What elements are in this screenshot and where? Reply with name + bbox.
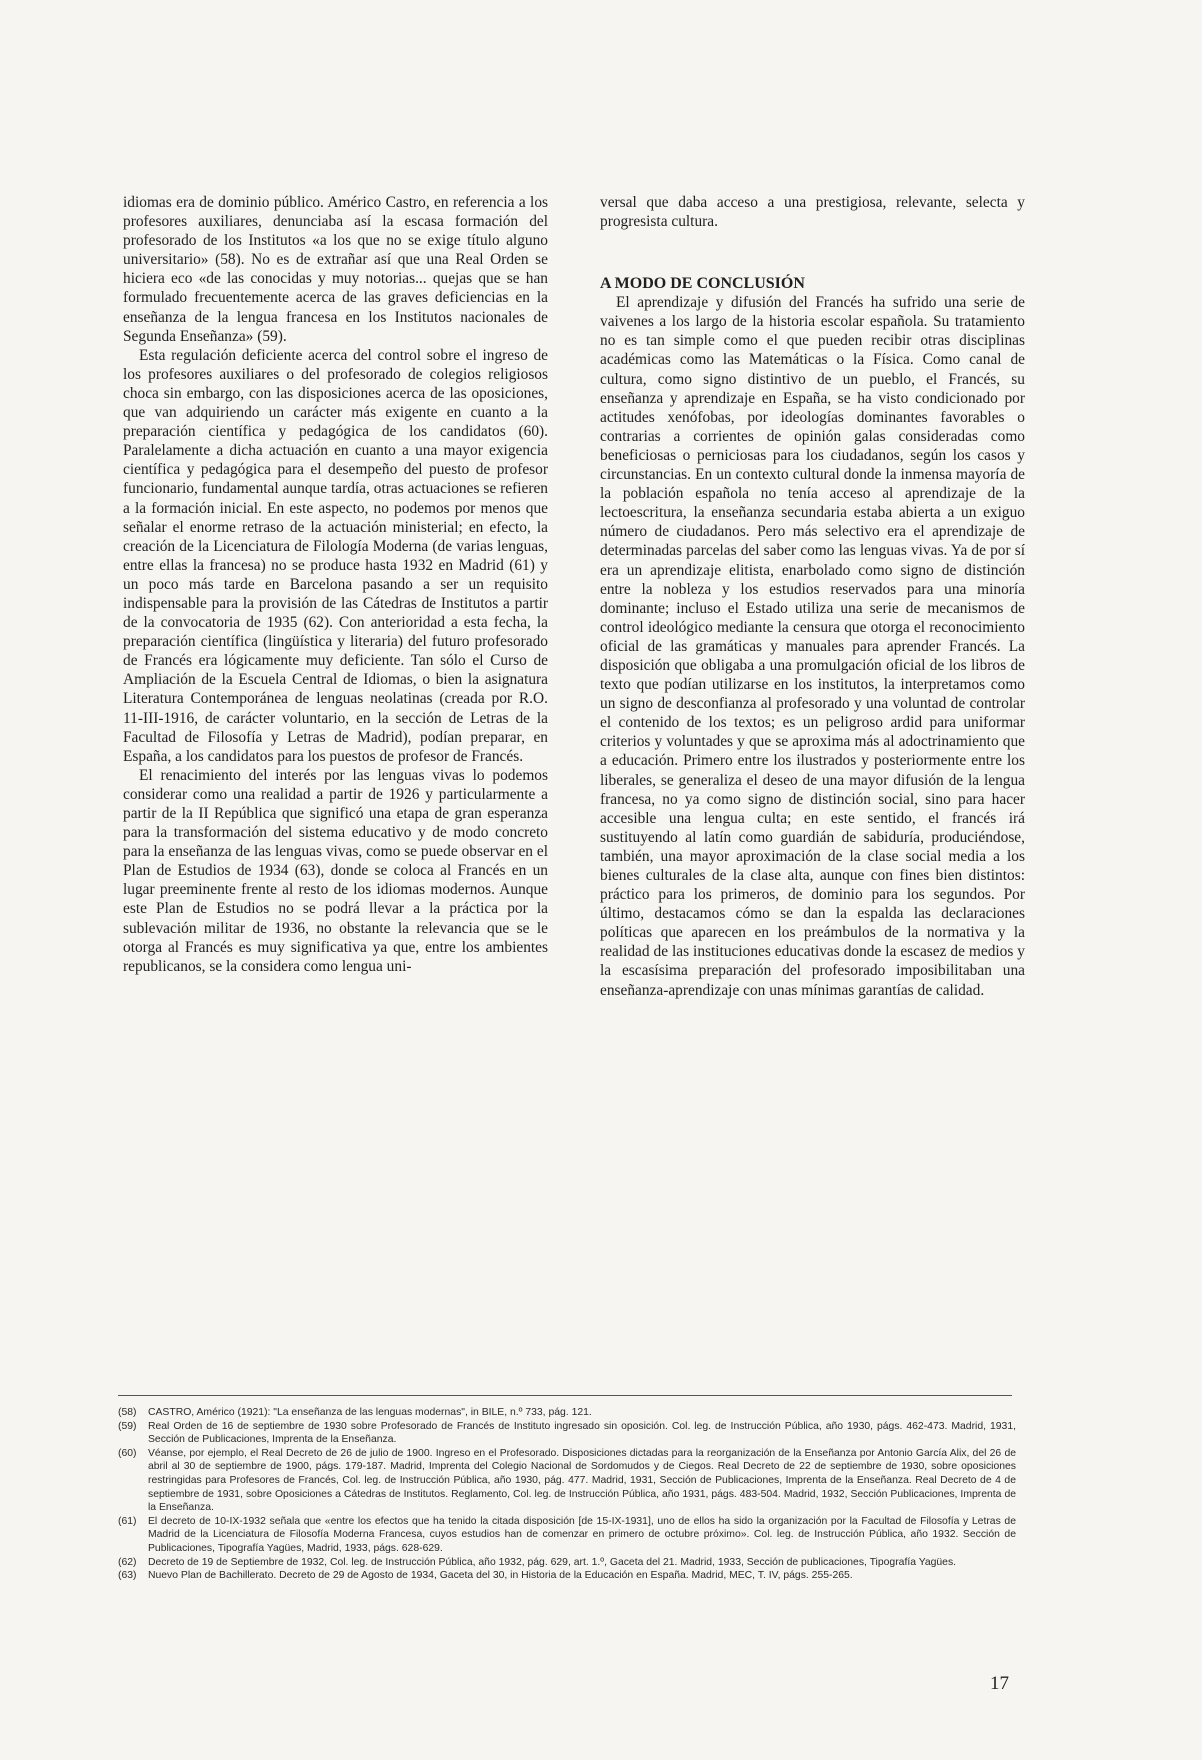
footnote	[118, 1406, 1016, 1420]
footnote-text: Real Orden de 16 de septiembre de 1930 sobre Profesorado de Francés de Instituto ingresado sin oposición. Col. leg. de Instrucción Pública, año 1930, págs. 462-473. Madrid, 1931, Sección de Publicaciones, Imprenta de la Enseñanza.	[148, 1420, 1016, 1446]
footnote-text: Véanse, por ejemplo, el Real Decreto de 26 de julio de 1900. Ingreso en el Profesorado. Disposiciones dictadas para la reorganización de la Enseñanza por Antonio García Alix, del 26 de abril al 30 de septiembre de 1900, págs. 179-187. Madrid, Imprenta del Colegio Nacional de Sordomudos y de Ciegos. Real Decreto de 22 de septiembre de 1930, sobre oposiciones restringidas para Profesores de Francés, Col. leg. de Instrucción Pública, año 1930, pág. 477. Madrid, 1931, Sección de Publicaciones, Imprenta de la Enseñanza. Real Decreto de 4 de septiembre de 1931, sobre Oposiciones a Cátedras de Institutos. Reglamento, Col. leg. de Instrucción Pública, año 1931, págs. 483-504. Madrid, 1932, Sección Publicaciones, Imprenta de la Enseñanza.	[148, 1447, 1016, 1514]
paragraph-continuation: versal que daba acceso a una prestigiosa, relevante, selecta y progresista cultura.	[600, 194, 1025, 231]
footnote-number: (61)	[118, 1515, 137, 1527]
footnote	[118, 1447, 1016, 1515]
left-column	[123, 193, 548, 976]
right-column	[600, 193, 1025, 1000]
page-number: 17	[990, 1673, 1009, 1694]
paragraph: idiomas era de dominio público. Américo Castro, en referencia a los profesores auxiliares, denunciaba así la escasa formación del profesorado de los Institutos «a los que no se exige título alguno universitario» (58). No es de extrañar así que una Real Orden se hiciera eco «de las conocidas y muy notorias... quejas que se han formulado frecuentemente acerca de las graves deficiencias en la enseñanza de la lengua francesa en los Institutos nacionales de Segunda Enseñanza» (59).	[123, 194, 548, 345]
footnote-number: (60)	[118, 1447, 137, 1459]
footnote-text: Nuevo Plan de Bachillerato. Decreto de 29 de Agosto de 1934, Gaceta del 30, in Historia de la Educación en España. Madrid, MEC, T. IV, págs. 255-265.	[148, 1570, 853, 1582]
paragraph: Esta regulación deficiente acerca del control sobre el ingreso de los profesores auxiliares o del profesorado de colegios religiosos choca sin embargo, con las disposiciones acerca de las oposiciones, que van adquiriendo un carácter más exigente en cuanto a la preparación científica y pedagógica de los candidatos (60). Paralelamente a dicha actuación en cuanto a una mayor exigencia científica y pedagógica para el desempeño del puesto de profesor funcionario, fundamental aunque tardía, otras actuaciones se refieren a la formación inicial. En este aspecto, no podemos por menos que señalar el enorme retraso de la actuación ministerial; en efecto, la creación de la Licenciatura de Filología Moderna (de varias lenguas, entre ellas la francesa) no se produce hasta 1932 en Madrid (61) y un poco más tarde en Barcelona pasando a ser un requisito indispensable para la provisión de las Cátedras de Institutos a partir de la convocatoria de 1935 (62). Con anterioridad a esta fecha, la preparación científica (lingüística y literaria) del futuro profesorado de Francés era lógicamente muy deficiente. Tan sólo el Curso de Ampliación de la Escuela Central de Idiomas, o bien la asignatura Literatura Contemporánea de lenguas neolatinas (creada por R.O. 11-III-1916, de carácter voluntario, en la sección de Letras de la Facultad de Filosofía y Letras de Madrid), podían preparar, en España, a los candidatos para los puestos de profesor de Francés.	[123, 346, 548, 765]
footnote-text: CASTRO, Américo (1921): "La enseñanza de las lenguas modernas", in BILE, n.º 733, pág. 121.	[148, 1407, 592, 1418]
footnote	[118, 1515, 1016, 1556]
footnote-divider	[118, 1395, 1012, 1396]
section-heading: A MODO DE CONCLUSIÓN	[600, 275, 805, 293]
footnote	[118, 1556, 1016, 1570]
paragraph: El renacimiento del interés por las lenguas vivas lo podemos considerar como una realidad a partir de 1926 y particularmente a partir de la II República que significó una etapa de gran esperanza para la transformación del sistema educativo y de modo concreto para la enseñanza de las lenguas vivas, como se puede observar en el Plan de Estudios de 1934 (63), donde se coloca al Francés en un lugar preeminente frente al resto de los idiomas modernos. Aunque este Plan de Estudios no se podrá llevar a la práctica por la sublevación militar de 1936, no obstante la relevancia que se le otorga al Francés es muy significativa ya que, entre los ambientes republicanos, se la considera como lengua uni-	[123, 766, 548, 975]
footnotes	[118, 1406, 1016, 1583]
footnote	[118, 1420, 1016, 1447]
paragraph: El aprendizaje y difusión del Francés ha sufrido una serie de vaivenes a los largo de la historia escolar española. Su tratamiento no es tan simple como el que pueden recibir otras disciplinas académicas como las Matemáticas o la Física. Como canal de cultura, como signo distintivo de un pueblo, el Francés, su enseñanza y aprendizaje en España, se ha visto condicionado por actitudes xenófobas, por ideologías dominantes favorables o contrarias a corrientes de opinión galas consideradas como beneficiosas o perniciosas para los ciudadanos, según los casos y circunstancias. En un contexto cultural donde la inmensa mayoría de la población española no tenía acceso al aprendizaje de la lectoescritura, la enseñanza secundaria estaba abierta a un exiguo número de ciudadanos. Pero más selectivo era el aprendizaje de determinadas parcelas del saber como las lenguas vivas. Ya de por sí era un aprendizaje elitista, enarbolado como signo de distinción entre la nobleza y los estudios reservados para una minoría dominante; incluso el Estado utiliza una serie de mecanismos de control ideológico mediante la censura que otorga el reconocimiento oficial de las gramáticas y manuales para aprender Francés. La disposición que obligaba a una promulgación oficial de los libros de texto que podían utilizarse en los institutos, la interpretamos como un signo de desconfianza al profesorado y una voluntad de controlar el contenido de los textos; es un peligroso ardid para uniformar criterios y voluntades y que se aproxima más al adoctrinamiento que a educación. Primero entre los ilustrados y posteriormente entre los liberales, se generaliza el deseo de una mayor difusión de la lengua francesa, no ya como signo de distinción social, sino para hacer accesible una lengua culta; en este sentido, el francés irá sustituyendo al latín como guardián de sabiduría, produciéndose, también, una mayor aproximación de la clase social media a los bienes culturales de la clase alta, aunque con fines bien distintos: práctico para los primeros, de dominio para los segundos. Por último, destacamos cómo se dan la espalda las declaraciones políticas que aparecen en los preámbulos de la normativa y la realidad de las instituciones educativas donde la escasez de medios y la escasísima preparación del profesorado imposibilitaban una enseñanza-aprendizaje con unas mínimas garantías de calidad.	[600, 294, 1025, 999]
footnote-number: (59)	[118, 1420, 137, 1432]
footnote	[118, 1569, 1016, 1583]
footnote-number: (63)	[118, 1570, 137, 1582]
footnote-text: El decreto de 10-IX-1932 señala que «entre los efectos que ha tenido la citada disposición [de 15-IX-1931], uno de ellos ha sido la organización por la Facultad de Filosofía y Letras de Madrid de la Licenciatura de Filosofía Moderna Francesa, cuyos estudios han de comenzar en primero de octubre próximo». Col. leg. de Instrucción Pública, año 1932. Sección de Publicaciones, Tipografía Yagües, Madrid, 1933, págs. 628-629.	[148, 1515, 1016, 1554]
footnote-text: Decreto de 19 de Septiembre de 1932, Col. leg. de Instrucción Pública, año 1932, pág. 629, art. 1.º, Gaceta del 21. Madrid, 1933, Sección de publicaciones, Tipografía Yagües.	[148, 1556, 957, 1568]
footnote-number: (58)	[118, 1407, 137, 1418]
footnote-number: (62)	[118, 1556, 137, 1568]
